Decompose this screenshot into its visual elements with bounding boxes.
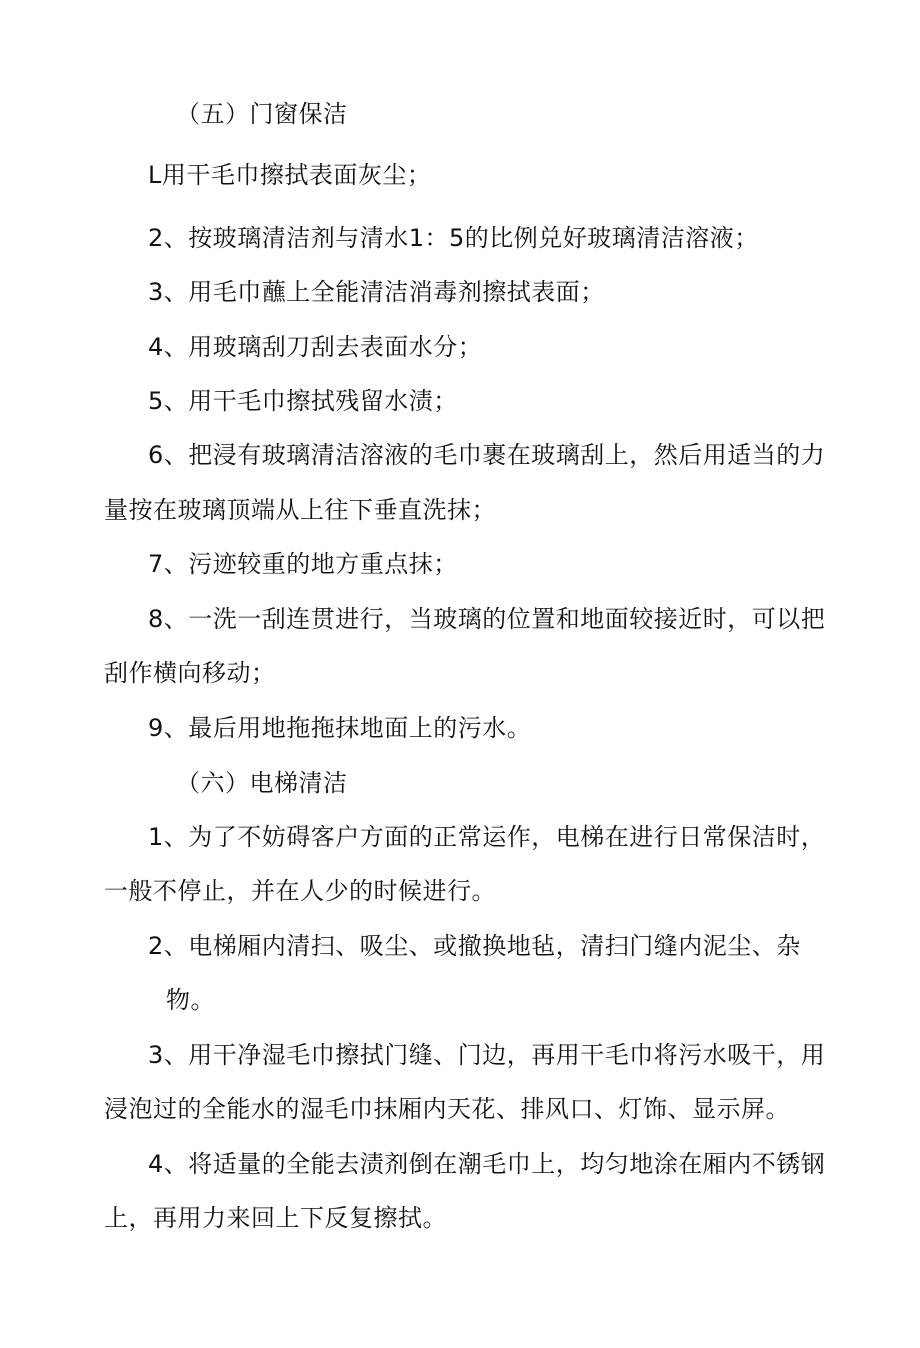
paragraph-line: 6、把浸有玻璃清洁溶液的毛巾裹在玻璃刮上，然后用适当的力 (148, 441, 826, 469)
paragraph-line: 1、为了不妨碍客户方面的正常运作，电梯在进行日常保洁时， (148, 823, 826, 851)
section-heading-doors-windows: （五）门窗保洁 (176, 100, 348, 128)
paragraph-line: 9、最后用地拖拖抹地面上的污水。 (148, 714, 532, 742)
paragraph-line: 量按在玻璃顶端从上往下垂直洗抹； (104, 496, 496, 524)
paragraph-line: 3、用干净湿毛巾擦拭门缝、门边，再用干毛巾将污水吸干，用 (148, 1041, 826, 1069)
paragraph-line: 4、用玻璃刮刀刮去表面水分； (148, 333, 483, 361)
paragraph-line: 8、一洗一刮连贯进行，当玻璃的位置和地面较接近时，可以把 (148, 605, 826, 633)
paragraph-line: 7、污迹较重的地方重点抹； (148, 550, 458, 578)
paragraph-line: 一般不停止，并在人少的时候进行。 (104, 877, 496, 905)
paragraph-line: 3、用毛巾蘸上全能清洁消毒剂擦拭表面； (148, 278, 605, 306)
paragraph-line: 2、电梯厢内清扫、吸尘、或撤换地毡，清扫门缝内泥尘、杂 (148, 932, 801, 960)
paragraph-line: L用干毛巾擦拭表面灰尘； (148, 161, 432, 189)
paragraph-line: 2、按玻璃清洁剂与清水1：5的比例兑好玻璃清洁溶液； (148, 224, 759, 252)
paragraph-line: 4、将适量的全能去渍剂倒在潮毛巾上，均匀地涂在厢内不锈钢 (148, 1150, 826, 1178)
paragraph-line: 物。 (166, 986, 215, 1014)
paragraph-line: 上，再用力来回上下反复擦拭。 (104, 1204, 447, 1232)
paragraph-line: 浸泡过的全能水的湿毛巾抹厢内天花、排风口、灯饰、显示屏。 (104, 1095, 790, 1123)
paragraph-line: 刮作横向移动； (104, 659, 276, 687)
section-heading-elevator: （六）电梯清洁 (176, 769, 348, 797)
paragraph-line: 5、用干毛巾擦拭残留水渍； (148, 387, 458, 415)
